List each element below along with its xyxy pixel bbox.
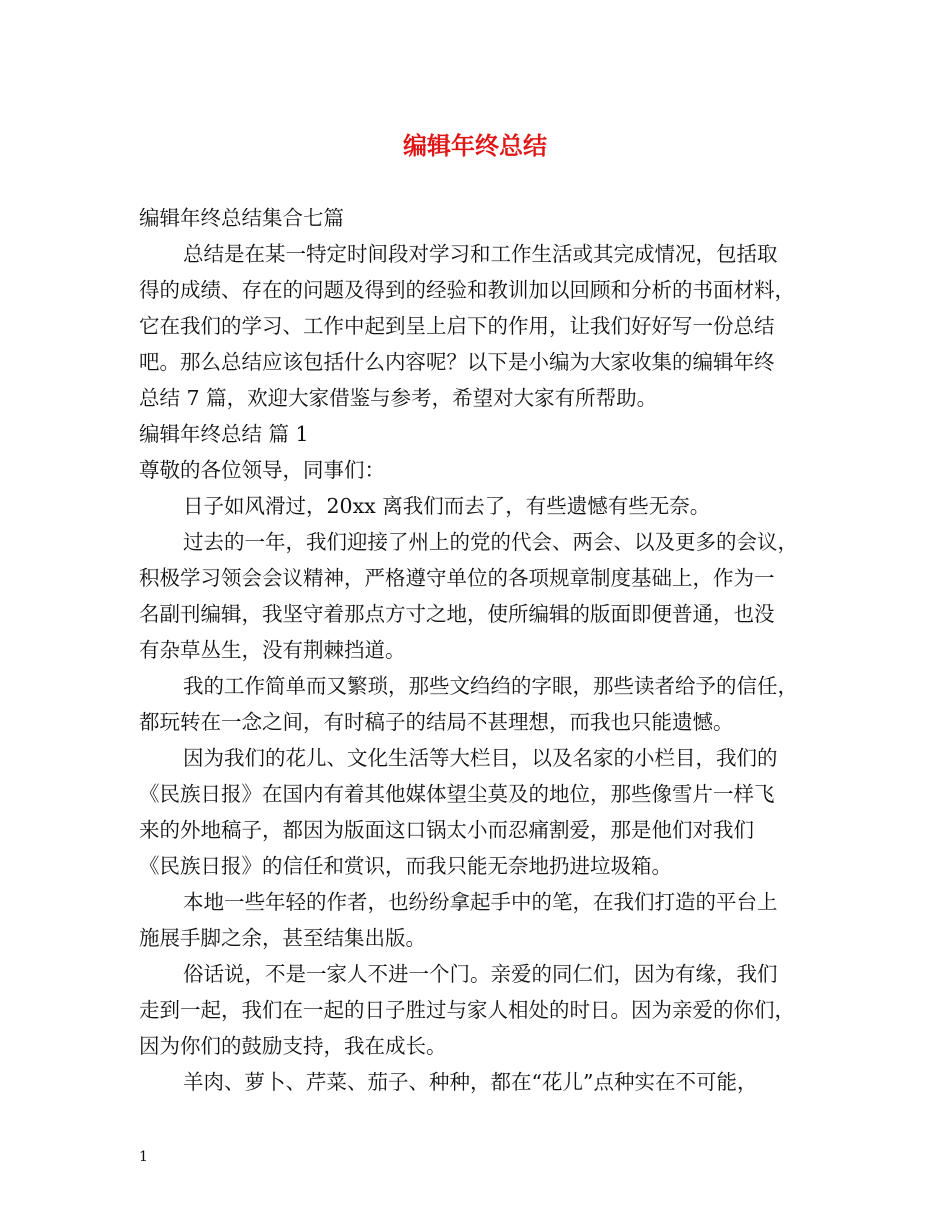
text-line: 《民族日报》在国内有着其他媒体望尘莫及的地位，那些像雪片一样飞: [139, 782, 775, 806]
document-title: 编辑年终总结: [403, 132, 547, 160]
text-line: 总结 7 篇，欢迎大家借鉴与参考，希望对大家有所帮助。: [139, 386, 658, 410]
text-line: 有杂草丛生，没有荆棘挡道。: [139, 638, 406, 662]
text-line: 来的外地稿子，都因为版面这口锅太小而忍痛割爱，那是他们对我们: [139, 818, 754, 842]
text-line: 我的工作简单而又繁琐，那些文绉绉的字眼，那些读者给予的信任，: [183, 674, 798, 698]
text-line: 施展手脚之余，甚至结集出版。: [139, 926, 426, 950]
text-line: 编辑年终总结集合七篇: [139, 206, 344, 230]
text-line: 它在我们的学习、工作中起到呈上启下的作用，让我们好好写一份总结: [139, 314, 775, 338]
text-line: 尊敬的各位领导，同事们：: [139, 458, 385, 482]
page-number: 1: [139, 1149, 148, 1165]
text-line: 吧。那么总结应该包括什么内容呢？以下是小编为大家收集的编辑年终: [139, 350, 775, 374]
text-line: 都玩转在一念之间，有时稿子的结局不甚理想，而我也只能遗憾。: [139, 710, 734, 734]
document-body: [139, 200, 815, 1100]
text-line: 名副刊编辑，我坚守着那点方寸之地，使所编辑的版面即便普通，也没: [139, 602, 775, 626]
text-line: 《民族日报》的信任和赏识，而我只能无奈地扔进垃圾箱。: [139, 854, 672, 878]
text-line: 俗话说，不是一家人不进一个门。亲爱的同仁们，因为有缘，我们: [183, 962, 778, 986]
text-line: 总结是在某一特定时间段对学习和工作生活或其完成情况，包括取: [183, 242, 778, 266]
text-line: 编辑年终总结 篇 1: [139, 422, 309, 446]
text-line: 因为你们的鼓励支持，我在成长。: [139, 1034, 447, 1058]
text-line: 日子如风滑过，20xx 离我们而去了，有些遗憾有些无奈。: [183, 494, 711, 518]
text-line: 走到一起，我们在一起的日子胜过与家人相处的时日。因为亲爱的你们，: [139, 998, 795, 1022]
text-line: 得的成绩、存在的问题及得到的经验和教训加以回顾和分析的书面材料，: [139, 278, 795, 302]
text-line: 过去的一年，我们迎接了州上的党的代会、两会、以及更多的会议，: [183, 530, 798, 554]
text-line: 积极学习领会会议精神，严格遵守单位的各项规章制度基础上，作为一: [139, 566, 775, 590]
text-line: 羊肉、萝卜、芹菜、茄子、种种，都在“花儿”点种实在不可能，: [183, 1070, 758, 1094]
text-line: 因为我们的花儿、文化生活等大栏目，以及名家的小栏目，我们的: [183, 746, 778, 770]
text-line: 本地一些年轻的作者，也纷纷拿起手中的笔，在我们打造的平台上: [183, 890, 778, 914]
